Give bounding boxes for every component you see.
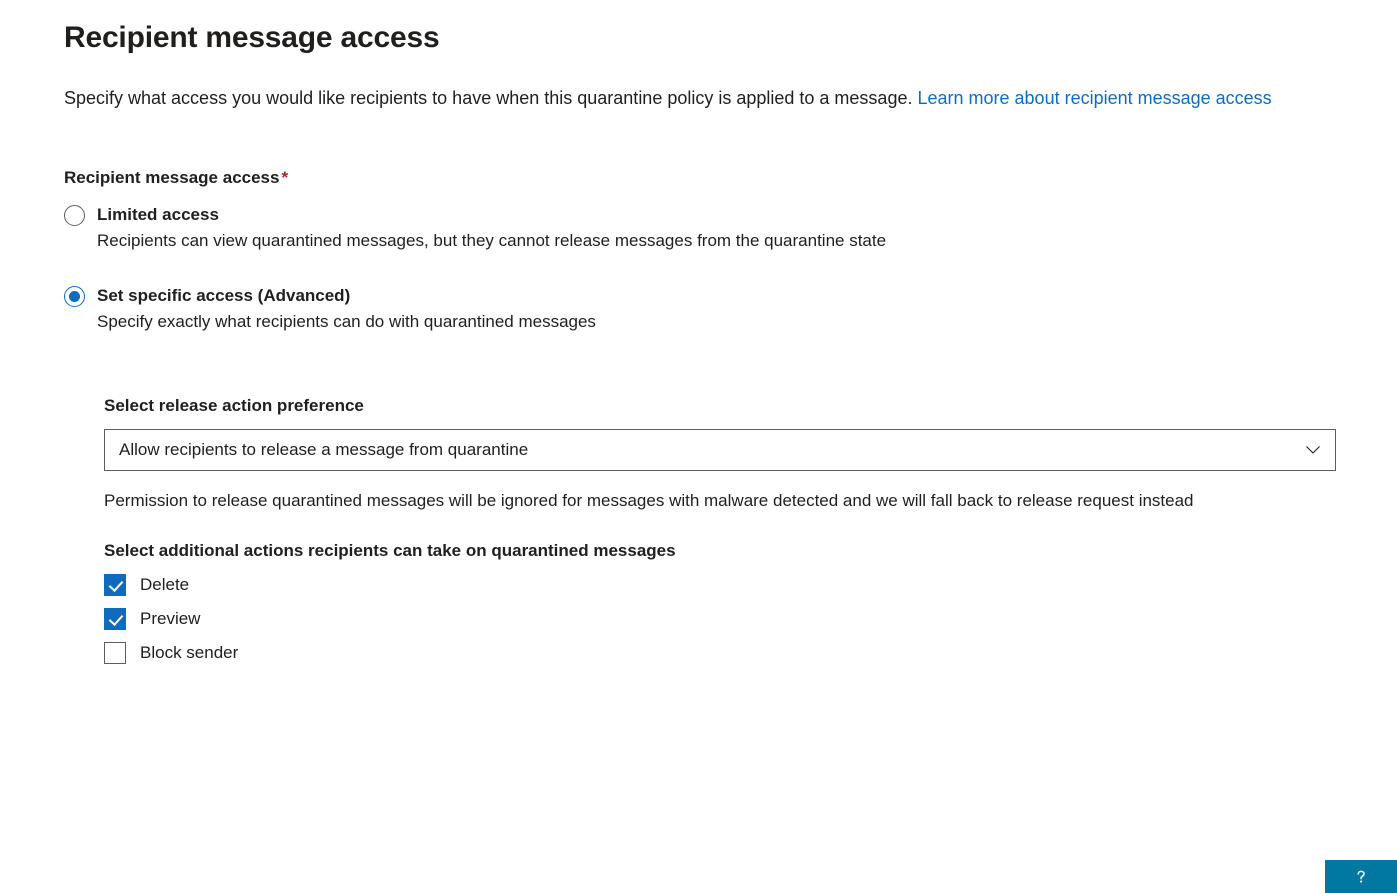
page-description-text: Specify what access you would like recipients to have when this quarantine policy is applied to a message. <box>64 88 918 108</box>
checkbox-row-preview[interactable] <box>104 608 1333 630</box>
radio-specific-access-texts <box>97 284 1333 335</box>
radio-option-limited-access[interactable] <box>64 203 1333 254</box>
help-button[interactable] <box>1325 860 1397 893</box>
required-indicator: * <box>281 168 289 187</box>
radio-limited-access-indicator[interactable] <box>64 205 85 226</box>
radio-limited-access-title: Limited access <box>97 205 219 224</box>
radio-limited-access-texts <box>97 203 1333 254</box>
checkbox-preview[interactable] <box>104 608 126 630</box>
checkbox-preview-label: Preview <box>140 609 201 628</box>
additional-actions-label: Select additional actions recipients can take on quarantined messages <box>104 541 676 560</box>
help-question-icon <box>1352 868 1370 886</box>
learn-more-link[interactable]: Learn more about recipient message access <box>917 88 1272 108</box>
radio-specific-access-title: Set specific access (Advanced) <box>97 286 351 305</box>
checkbox-row-delete[interactable] <box>104 574 1333 596</box>
checkbox-delete-label: Delete <box>140 575 190 594</box>
radio-option-specific-access[interactable] <box>64 284 1333 335</box>
recipient-access-radio-group <box>64 203 1333 335</box>
radio-limited-access-description: Recipients can view quarantined messages, but they cannot release messages from the quarantine state <box>97 231 887 250</box>
checkbox-delete[interactable] <box>104 574 126 596</box>
page-title: Recipient message access <box>64 21 440 54</box>
release-action-selected-value: Allow recipients to release a message from quarantine <box>119 440 529 459</box>
release-action-dropdown[interactable] <box>104 429 1336 471</box>
checkbox-block-sender-label: Block sender <box>140 643 239 662</box>
radio-specific-access-description: Specify exactly what recipients can do with quarantined messages <box>97 312 596 331</box>
field-label-text: Recipient message access <box>64 168 280 187</box>
checkbox-row-block-sender[interactable] <box>104 642 1333 664</box>
chevron-down-icon <box>1305 442 1321 458</box>
radio-specific-access-indicator[interactable] <box>64 286 85 307</box>
page-description <box>64 84 1333 113</box>
release-action-helper-text: Permission to release quarantined messages will be ignored for messages with malware detected and we will fall back to release request instead <box>104 491 1194 510</box>
advanced-options-panel <box>104 395 1333 664</box>
recipient-message-access-label <box>64 167 1333 189</box>
checkbox-block-sender[interactable] <box>104 642 126 664</box>
release-action-label: Select release action preference <box>104 396 364 415</box>
